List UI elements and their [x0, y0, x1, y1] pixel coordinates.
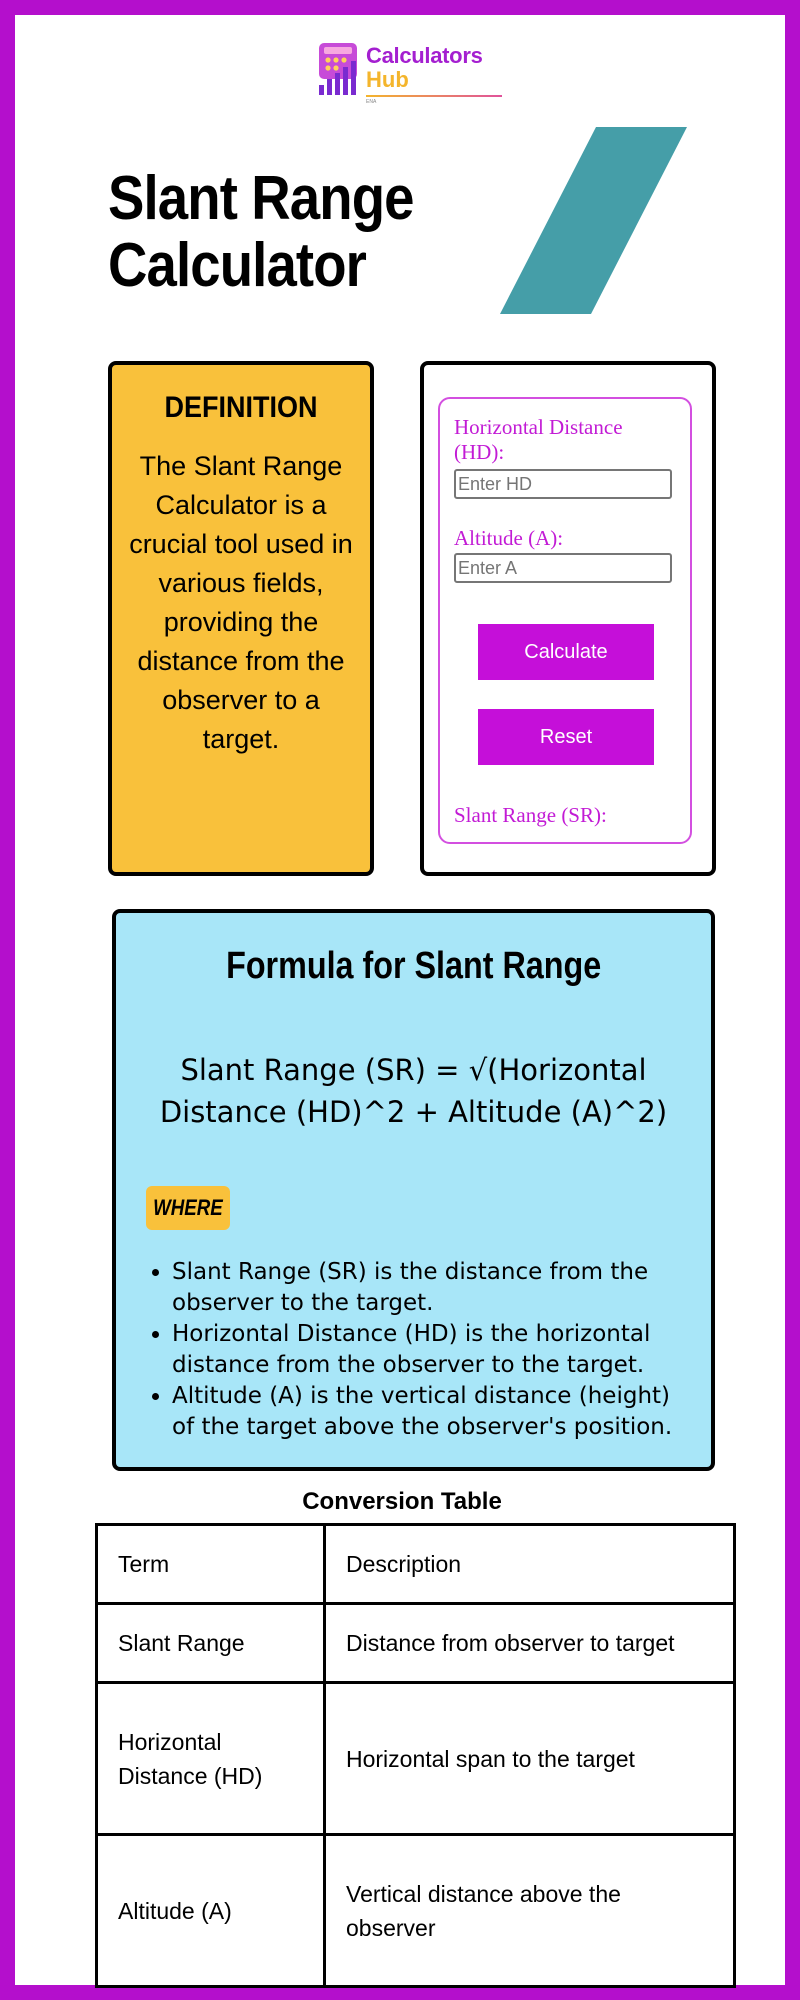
altitude-input[interactable] — [454, 553, 672, 583]
brand-underline — [366, 95, 502, 97]
calculator-logo-icon — [317, 41, 361, 97]
hd-label: Horizontal Distance (HD): — [454, 415, 623, 464]
where-item-hd: • Horizontal Distance (HD) is the horizontal distance from the observer to the target. — [172, 1319, 691, 1381]
calculator-card — [420, 361, 716, 876]
table-cell-term: Horizontal Distance (HD) — [97, 1683, 325, 1835]
formula-card — [112, 909, 715, 1471]
brand-name-line2: Hub — [366, 67, 409, 92]
table-header-description: Description — [325, 1525, 735, 1604]
formula-heading: Formula for Slant Range — [225, 945, 602, 987]
where-list — [148, 1257, 691, 1443]
where-item-sr: • Slant Range (SR) is the distance from the observer to the target. — [172, 1257, 691, 1319]
table-header-term: Term — [97, 1525, 325, 1604]
definition-text: The Slant Range Calculator is a crucial tool used in various fields, providing the distance from the observer to a target. — [129, 451, 353, 754]
table-cell-description: Horizontal span to the target — [325, 1683, 735, 1835]
altitude-label: Altitude (A): — [454, 526, 564, 550]
formula-equation: Slant Range (SR) = √(Horizontal Distance (HD)^2 + Altitude (A)^2) — [159, 1053, 668, 1129]
definition-card — [108, 361, 374, 876]
brand-logo[interactable] — [317, 39, 517, 119]
calculate-button[interactable]: Calculate — [478, 624, 654, 680]
decorative-slash-shape — [500, 127, 690, 317]
where-item-a: • Altitude (A) is the vertical distance (height) of the target above the observer's position. — [172, 1381, 691, 1443]
table-cell-term: Altitude (A) — [97, 1835, 325, 1987]
definition-heading: DEFINITION — [164, 391, 318, 424]
table-row — [97, 1604, 735, 1683]
reset-button[interactable]: Reset — [478, 709, 654, 765]
page-title-line2: Calculator — [108, 231, 367, 300]
table-row — [97, 1835, 735, 1987]
brand-name-line1: Calculators — [366, 43, 483, 68]
table-cell-term: Slant Range — [97, 1604, 325, 1683]
result-label: Slant Range (SR): — [454, 803, 607, 827]
where-badge: WHERE — [146, 1186, 230, 1230]
page-frame — [15, 15, 785, 1985]
table-cell-description: Vertical distance above the observer — [325, 1835, 735, 1987]
page-title-line1: Slant Range — [108, 164, 414, 233]
calculator-form — [438, 397, 692, 844]
table-row — [97, 1683, 735, 1835]
table-title: Conversion Table — [302, 1488, 502, 1515]
page-title — [108, 165, 528, 299]
brand-tagline: ENA — [366, 99, 377, 105]
table-cell-description: Distance from observer to target — [325, 1604, 735, 1683]
conversion-table — [95, 1523, 736, 1988]
hd-input[interactable] — [454, 469, 672, 499]
table-header-row — [97, 1525, 735, 1604]
